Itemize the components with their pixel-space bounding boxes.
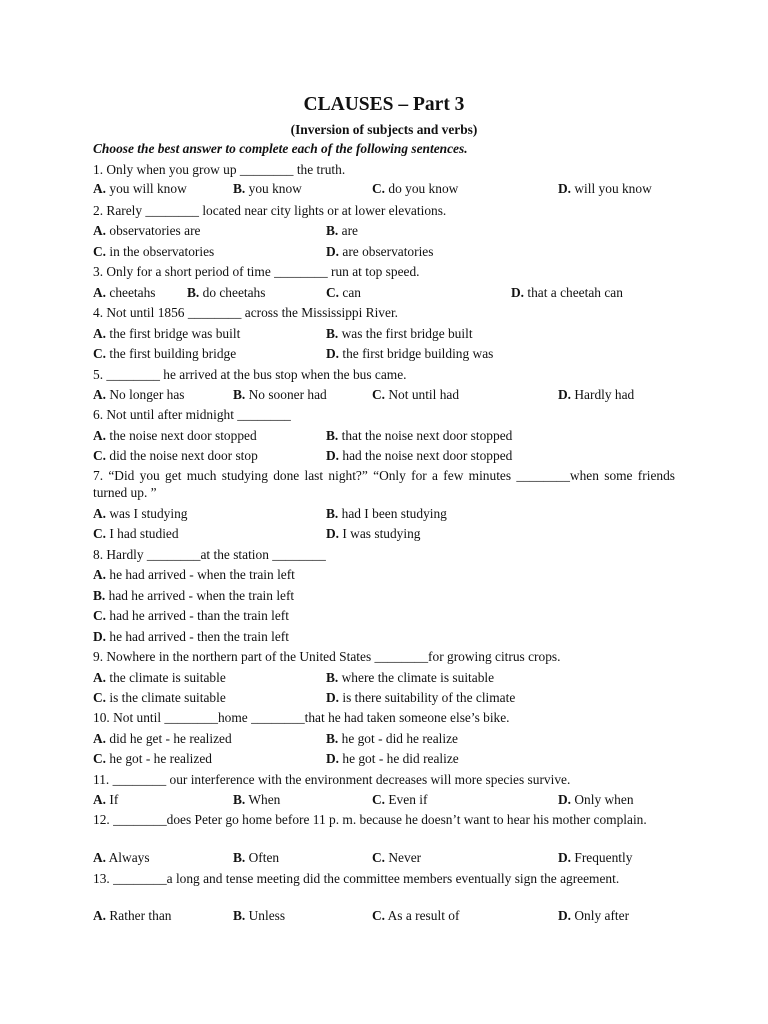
question-2-options-row	[93, 243, 675, 260]
question-13-text: 13. ________a long and tense meeting did the committee members eventually sign the agreement.	[93, 871, 620, 886]
option-letter: D.	[326, 690, 340, 705]
option-text: are	[338, 223, 358, 238]
option-text: he had arrived - when the train left	[106, 567, 295, 582]
option-text: he had arrived - then the train left	[106, 629, 289, 644]
question-9-option-a[interactable]	[93, 669, 226, 686]
question-4-option-a[interactable]	[93, 325, 240, 342]
question-2-option-c[interactable]	[93, 243, 214, 260]
question-3-options-row	[93, 284, 675, 301]
question-11-option-b[interactable]	[233, 791, 280, 808]
question-1-options-row	[93, 180, 675, 197]
option-text: When	[245, 792, 281, 807]
question-8-option-c[interactable]	[93, 607, 289, 624]
question-2-text: 2. Rarely ________ located near city lights or at lower elevations.	[93, 203, 447, 218]
question-9-option-b[interactable]	[326, 669, 494, 686]
question-12-option-c[interactable]	[372, 849, 421, 866]
option-text: do cheetahs	[199, 285, 266, 300]
question-13-option-a[interactable]	[93, 907, 171, 924]
option-text: Rather than	[106, 908, 172, 923]
question-13-options-row	[93, 907, 675, 924]
question-7-option-d[interactable]	[326, 525, 421, 542]
option-letter: C.	[326, 285, 340, 300]
option-letter: C.	[93, 244, 107, 259]
option-text: is there suitability of the climate	[339, 690, 516, 705]
option-text: Always	[106, 850, 150, 865]
question-7-option-a[interactable]	[93, 505, 188, 522]
option-letter: D.	[558, 792, 572, 807]
question-8-option-a[interactable]	[93, 566, 295, 583]
question-2-options-row	[93, 222, 675, 239]
option-text: cheetahs	[106, 285, 156, 300]
option-letter: B.	[187, 285, 200, 300]
question-1-option-d[interactable]	[558, 180, 652, 197]
option-letter: D.	[558, 850, 572, 865]
question-7-text: 7. “Did you get much studying done last night?” “Only for a few minutes ________when some friends turned up. ”	[93, 468, 675, 500]
option-text: did he get - he realized	[106, 731, 232, 746]
question-10-text: 10. Not until ________home ________that he had taken someone else’s bike.	[93, 710, 510, 725]
option-text: Frequently	[571, 850, 633, 865]
option-text: Only after	[571, 908, 630, 923]
option-letter: A.	[93, 731, 107, 746]
question-11-option-a[interactable]	[93, 791, 118, 808]
question-9-text: 9. Nowhere in the northern part of the United States ________for growing citrus crops.	[93, 649, 561, 664]
option-text: you know	[245, 181, 302, 196]
question-13-option-c[interactable]	[372, 907, 459, 924]
option-letter: A.	[93, 326, 107, 341]
question-9-options-row	[93, 689, 675, 706]
option-letter: D.	[93, 629, 107, 644]
question-10-option-d[interactable]	[326, 750, 459, 767]
question-5-text: 5. ________ he arrived at the bus stop when the bus came.	[93, 367, 407, 382]
question-8-options-row	[93, 566, 675, 583]
option-letter: C.	[93, 608, 107, 623]
question-10-options-row	[93, 730, 675, 747]
option-letter: B.	[233, 850, 246, 865]
option-text: had he arrived - when the train left	[105, 588, 295, 603]
option-text: the first bridge building was	[339, 346, 494, 361]
option-letter: C.	[93, 346, 107, 361]
question-7-option-b[interactable]	[326, 505, 447, 522]
question-4-options-row	[93, 325, 675, 342]
option-text: he got - he realized	[106, 751, 212, 766]
option-letter: A.	[93, 181, 107, 196]
option-letter: B.	[233, 387, 246, 402]
option-letter: D.	[558, 908, 572, 923]
question-11-option-c[interactable]	[372, 791, 427, 808]
question-2-option-d[interactable]	[326, 243, 433, 260]
question-12-options-row	[93, 849, 675, 866]
option-text: did the noise next door stop	[106, 448, 258, 463]
question-6-option-c[interactable]	[93, 447, 258, 464]
option-letter: A.	[93, 670, 107, 685]
option-letter: C.	[93, 751, 107, 766]
option-letter: A.	[93, 792, 107, 807]
question-10-option-a[interactable]	[93, 730, 232, 747]
option-letter: C.	[93, 690, 107, 705]
question-3-option-a[interactable]	[93, 284, 155, 301]
option-letter: C.	[93, 448, 107, 463]
option-letter: B.	[326, 326, 339, 341]
option-letter: B.	[233, 181, 246, 196]
option-text: had the noise next door stopped	[339, 448, 513, 463]
question-7-option-c[interactable]	[93, 525, 179, 542]
option-letter: A.	[93, 387, 107, 402]
question-8-options-row	[93, 587, 675, 604]
question-1-text: 1. Only when you grow up ________ the truth.	[93, 162, 346, 177]
question-3-option-c[interactable]	[326, 284, 361, 301]
option-text: Often	[245, 850, 280, 865]
option-text: Unless	[245, 908, 286, 923]
option-text: that the noise next door stopped	[338, 428, 513, 443]
question-6-option-d[interactable]	[326, 447, 512, 464]
option-text: I had studied	[106, 526, 179, 541]
question-1-option-b[interactable]	[233, 180, 302, 197]
question-8-options-row	[93, 607, 675, 624]
question-8-options-row	[93, 628, 675, 645]
option-letter: B.	[233, 908, 246, 923]
option-text: do you know	[385, 181, 459, 196]
question-5-option-a[interactable]	[93, 386, 185, 403]
option-text: Only when	[571, 792, 634, 807]
question-5-option-d[interactable]	[558, 386, 634, 403]
question-7-options-row	[93, 505, 675, 522]
option-text: observatories are	[106, 223, 201, 238]
option-letter: B.	[326, 428, 339, 443]
option-text: the noise next door stopped	[106, 428, 257, 443]
option-letter: D.	[326, 751, 340, 766]
question-12-text: 12. ________does Peter go home before 11 p. m. because he doesn’t want to hear his mother complain.	[93, 812, 647, 827]
question-2-option-a[interactable]	[93, 222, 200, 239]
option-text: that a cheetah can	[524, 285, 623, 300]
question-5-option-c[interactable]	[372, 386, 459, 403]
option-text: where the climate is suitable	[338, 670, 495, 685]
option-text: was the first bridge built	[338, 326, 473, 341]
option-text: you will know	[106, 181, 187, 196]
option-letter: D.	[326, 346, 340, 361]
question-6-options-row	[93, 427, 675, 444]
option-text: No sooner had	[245, 387, 327, 402]
question-6-option-b[interactable]	[326, 427, 512, 444]
question-3-text: 3. Only for a short period of time ________ run at top speed.	[93, 264, 420, 279]
page-title: CLAUSES – Part 3	[303, 94, 465, 115]
option-text: As a result of	[385, 908, 460, 923]
question-4-option-b[interactable]	[326, 325, 473, 342]
question-9-option-c[interactable]	[93, 689, 226, 706]
question-10-option-c[interactable]	[93, 750, 212, 767]
option-letter: D.	[326, 526, 340, 541]
option-text: he got - did he realize	[338, 731, 458, 746]
option-letter: A.	[93, 506, 107, 521]
option-letter: D.	[326, 448, 340, 463]
question-13-option-d[interactable]	[558, 907, 629, 924]
option-letter: D.	[558, 181, 572, 196]
question-1-option-c[interactable]	[372, 180, 458, 197]
question-12-option-b[interactable]	[233, 849, 279, 866]
option-letter: B.	[326, 223, 339, 238]
question-11-option-d[interactable]	[558, 791, 634, 808]
question-5-options-row	[93, 386, 675, 403]
question-8-text: 8. Hardly ________at the station ________	[93, 547, 326, 562]
question-4-options-row	[93, 345, 675, 362]
option-letter: C.	[372, 387, 386, 402]
option-text: had he arrived - than the train left	[106, 608, 289, 623]
question-13-option-b[interactable]	[233, 907, 285, 924]
question-3-option-d[interactable]	[511, 284, 623, 301]
question-7-options-row	[93, 525, 675, 542]
question-8-option-d[interactable]	[93, 628, 289, 645]
question-12-option-d[interactable]	[558, 849, 632, 866]
option-text: the first bridge was built	[106, 326, 241, 341]
option-letter: A.	[93, 223, 107, 238]
option-letter: B.	[326, 731, 339, 746]
question-6-text: 6. Not until after midnight ________	[93, 407, 291, 422]
option-letter: C.	[372, 850, 386, 865]
question-10-option-b[interactable]	[326, 730, 458, 747]
question-8-option-b[interactable]	[93, 587, 294, 604]
option-text: the first building bridge	[106, 346, 237, 361]
option-letter: A.	[93, 285, 107, 300]
option-text: had I been studying	[338, 506, 447, 521]
option-letter: B.	[233, 792, 246, 807]
option-text: Never	[385, 850, 422, 865]
question-3-option-b[interactable]	[187, 284, 265, 301]
instruction-text: Choose the best answer to complete each of the following sentences.	[93, 141, 468, 156]
option-text: No longer has	[106, 387, 185, 402]
option-text: If	[106, 792, 119, 807]
question-9-options-row	[93, 669, 675, 686]
option-letter: D.	[326, 244, 340, 259]
option-letter: A.	[93, 850, 107, 865]
option-letter: C.	[372, 908, 386, 923]
question-5-option-b[interactable]	[233, 386, 327, 403]
option-letter: B.	[93, 588, 106, 603]
option-letter: C.	[372, 181, 386, 196]
question-4-option-c[interactable]	[93, 345, 236, 362]
option-text: are observatories	[339, 244, 434, 259]
option-text: Hardly had	[571, 387, 635, 402]
question-2-option-b[interactable]	[326, 222, 358, 239]
question-11-text: 11. ________ our interference with the environment decreases will more species survive.	[93, 772, 571, 787]
question-1-option-a[interactable]	[93, 180, 187, 197]
option-text: the climate is suitable	[106, 670, 226, 685]
option-letter: A.	[93, 567, 107, 582]
question-10-options-row	[93, 750, 675, 767]
option-letter: A.	[93, 428, 107, 443]
option-text: Not until had	[385, 387, 460, 402]
question-4-text: 4. Not until 1856 ________ across the Mississippi River.	[93, 305, 399, 320]
option-text: he got - he did realize	[339, 751, 459, 766]
option-text: will you know	[571, 181, 652, 196]
question-6-option-a[interactable]	[93, 427, 257, 444]
question-11-options-row	[93, 791, 675, 808]
option-letter: D.	[558, 387, 572, 402]
option-letter: B.	[326, 506, 339, 521]
question-9-option-d[interactable]	[326, 689, 515, 706]
option-letter: A.	[93, 908, 107, 923]
question-6-options-row	[93, 447, 675, 464]
option-text: is the climate suitable	[106, 690, 226, 705]
option-text: I was studying	[339, 526, 421, 541]
option-text: in the observatories	[106, 244, 215, 259]
option-text: can	[339, 285, 361, 300]
question-12-option-a[interactable]	[93, 849, 150, 866]
page-subtitle: (Inversion of subjects and verbs)	[290, 122, 478, 137]
option-letter: D.	[511, 285, 525, 300]
option-letter: C.	[93, 526, 107, 541]
option-letter: B.	[326, 670, 339, 685]
option-text: Even if	[385, 792, 428, 807]
option-text: was I studying	[106, 506, 188, 521]
question-4-option-d[interactable]	[326, 345, 493, 362]
option-letter: C.	[372, 792, 386, 807]
